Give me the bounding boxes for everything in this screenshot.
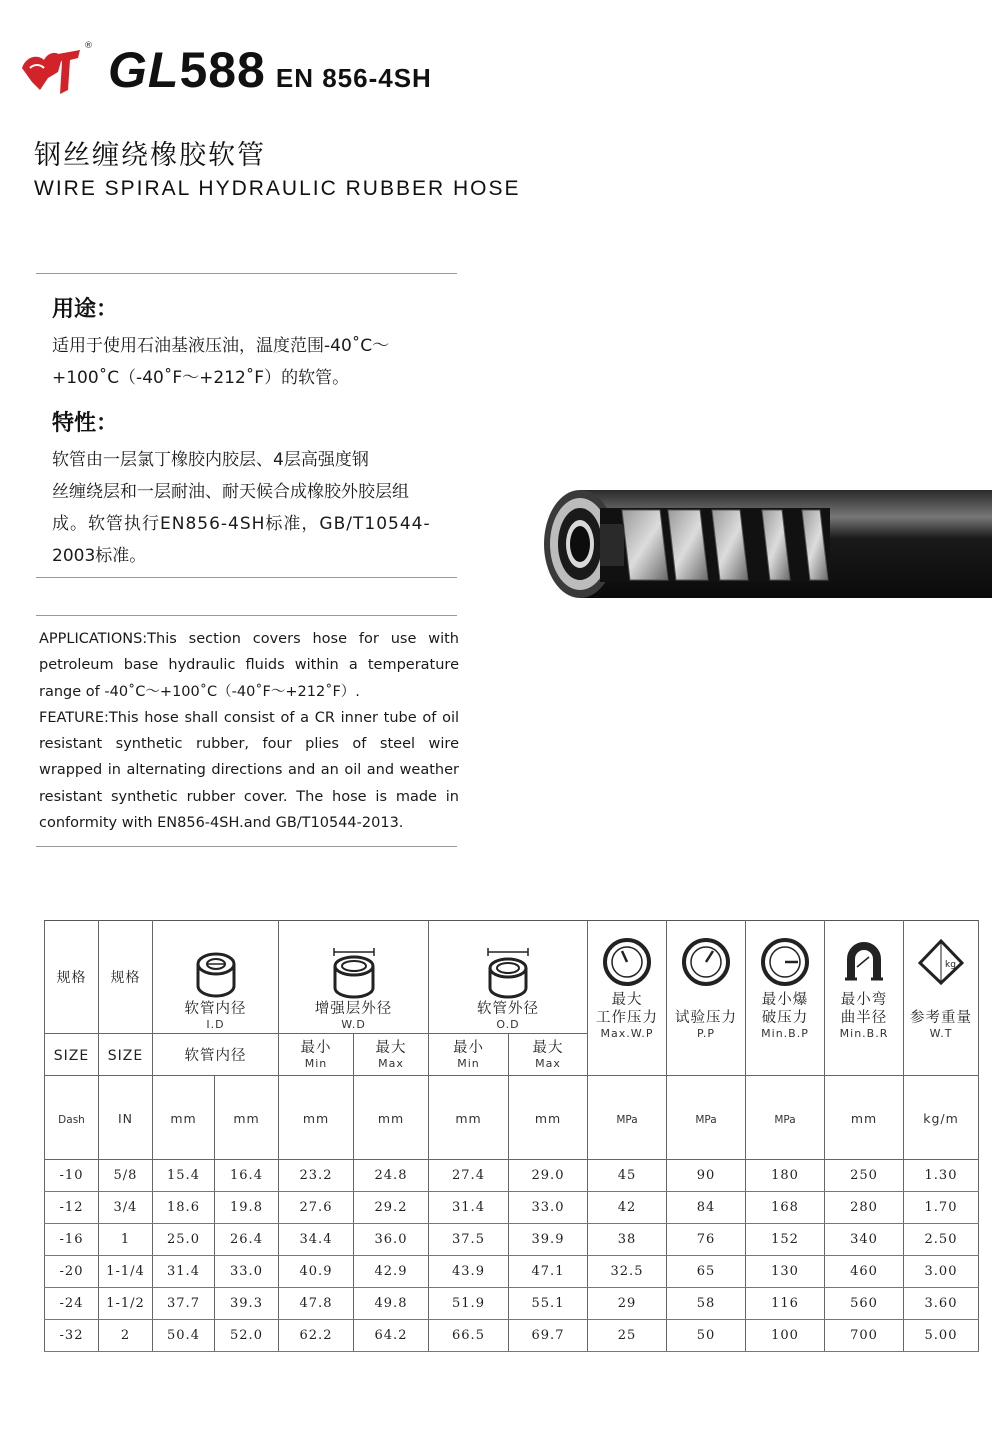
table-row <box>45 1160 979 1192</box>
table-cell: 2 <box>99 1320 153 1352</box>
unit-wd-min: mm <box>279 1076 354 1160</box>
id-cn: 软管内径 <box>184 1001 247 1017</box>
table-cell: 90 <box>667 1160 746 1192</box>
bp-cn-2: 破压力 <box>761 1010 809 1026</box>
unit-br: mm <box>825 1076 904 1160</box>
table-cell: 1 <box>99 1224 153 1256</box>
applications-text: This section covers hose for use with petroleum base hydraulic fluids within a temperature range of -40˚C～+100˚C（-40˚F～+212˚F）. <box>39 631 459 700</box>
header-od <box>429 921 588 1034</box>
table-cell: 39.9 <box>509 1224 588 1256</box>
feature-line-4: 2003标准。 <box>52 546 147 566</box>
wp-cn-2: 工作压力 <box>596 1010 658 1026</box>
table-cell: 42.9 <box>354 1256 429 1288</box>
table-cell: 1-1/2 <box>99 1288 153 1320</box>
registered-mark: ® <box>84 41 93 51</box>
table-cell: 40.9 <box>279 1256 354 1288</box>
wd-max: 最大 Max <box>354 1034 429 1076</box>
model-number: 588 <box>179 42 266 98</box>
divider <box>36 846 457 847</box>
product-title-en: WIRE SPIRAL HYDRAULIC RUBBER HOSE <box>34 177 521 200</box>
wt-en: W.T <box>929 1027 953 1040</box>
usage-heading: 用途： <box>52 297 119 322</box>
bp-en: Min.B.P <box>761 1027 809 1040</box>
od-max: 最大 Max <box>509 1034 588 1076</box>
table-cell: 45 <box>588 1160 667 1192</box>
table-cell: 69.7 <box>509 1320 588 1352</box>
table-cell: 25 <box>588 1320 667 1352</box>
unit-dash: Dash <box>45 1076 99 1160</box>
table-row <box>45 1256 979 1288</box>
table-row <box>45 1320 979 1352</box>
bp-cn-1: 最小爆 <box>761 992 809 1008</box>
header-bp <box>746 921 825 1076</box>
table-cell: 3.00 <box>904 1256 979 1288</box>
wd-en: W.D <box>341 1018 366 1031</box>
table-cell: 1.30 <box>904 1160 979 1192</box>
header-spec-2: 规格 <box>99 921 153 1034</box>
table-cell: 116 <box>746 1288 825 1320</box>
table-cell: -16 <box>45 1224 99 1256</box>
table-cell: -20 <box>45 1256 99 1288</box>
table-cell: 37.7 <box>153 1288 215 1320</box>
table-cell: 29 <box>588 1288 667 1320</box>
table-cell: 23.2 <box>279 1160 354 1192</box>
applications-label: APPLICATIONS: <box>39 631 148 647</box>
header-wd <box>279 921 429 1034</box>
pp-cn: 试验压力 <box>675 1010 737 1026</box>
id-en: I.D <box>206 1018 225 1031</box>
unit-in: IN <box>99 1076 153 1160</box>
table-cell: 250 <box>825 1160 904 1192</box>
table-cell: 37.5 <box>429 1224 509 1256</box>
table-cell: 25.0 <box>153 1224 215 1256</box>
divider <box>36 273 457 274</box>
table-cell: 27.4 <box>429 1160 509 1192</box>
table-cell: 560 <box>825 1288 904 1320</box>
unit-wp: MPa <box>588 1076 667 1160</box>
test-pressure-gauge-icon <box>681 937 731 987</box>
table-cell: -24 <box>45 1288 99 1320</box>
table-cell: 130 <box>746 1256 825 1288</box>
bend-radius-icon <box>839 937 889 987</box>
table-row <box>45 1192 979 1224</box>
table-cell: 18.6 <box>153 1192 215 1224</box>
divider <box>36 615 457 616</box>
table-cell: 33.0 <box>509 1192 588 1224</box>
wd-min: 最小 Min <box>279 1034 354 1076</box>
od-en: O.D <box>496 1018 520 1031</box>
header-wt <box>904 921 979 1076</box>
header-wp <box>588 921 667 1076</box>
unit-wd-max: mm <box>354 1076 429 1160</box>
table-cell: 29.2 <box>354 1192 429 1224</box>
pressure-gauge-icon <box>602 937 652 987</box>
wt-cn: 参考重量 <box>910 1010 972 1026</box>
feature-line-2: 丝缠绕层和一层耐油、耐天候合成橡胶外胶层组 <box>52 482 409 502</box>
svg-text:kg: kg <box>945 960 956 970</box>
table-cell: 19.8 <box>215 1192 279 1224</box>
inner-diameter-icon <box>194 950 238 1000</box>
table-row <box>45 1224 979 1256</box>
table-cell: 36.0 <box>354 1224 429 1256</box>
table-cell: 29.0 <box>509 1160 588 1192</box>
table-cell: 58 <box>667 1288 746 1320</box>
od-cn: 软管外径 <box>477 1001 539 1017</box>
unit-wt: kg/m <box>904 1076 979 1160</box>
table-cell: 33.0 <box>215 1256 279 1288</box>
unit-id-min: mm <box>153 1076 215 1160</box>
brand-logo <box>18 38 98 96</box>
table-cell: 27.6 <box>279 1192 354 1224</box>
feature-line-1: 软管由一层氯丁橡胶内胶层、4层高强度钢 <box>52 450 369 470</box>
table-cell: 24.8 <box>354 1160 429 1192</box>
model-title <box>108 40 432 108</box>
table-cell: 340 <box>825 1224 904 1256</box>
table-cell: 43.9 <box>429 1256 509 1288</box>
table-cell: 39.3 <box>215 1288 279 1320</box>
table-cell: 460 <box>825 1256 904 1288</box>
table-cell: 152 <box>746 1224 825 1256</box>
table-cell: 31.4 <box>153 1256 215 1288</box>
table-cell: 1-1/4 <box>99 1256 153 1288</box>
outer-diameter-icon <box>484 946 532 1000</box>
table-cell: 15.4 <box>153 1160 215 1192</box>
weight-icon <box>916 937 966 987</box>
table-cell: 50.4 <box>153 1320 215 1352</box>
header-pp <box>667 921 746 1076</box>
table-cell: -12 <box>45 1192 99 1224</box>
table-cell: 32.5 <box>588 1256 667 1288</box>
table-cell: 42 <box>588 1192 667 1224</box>
wd-cn: 增强层外径 <box>314 1001 393 1017</box>
table-cell: 168 <box>746 1192 825 1224</box>
table-cell: 47.1 <box>509 1256 588 1288</box>
size-label-1: SIZE <box>45 1034 99 1076</box>
reinforcement-diameter-icon <box>330 946 378 1000</box>
size-label-2: SIZE <box>99 1034 153 1076</box>
header-id <box>153 921 279 1034</box>
table-cell: 50 <box>667 1320 746 1352</box>
data-rows <box>45 1160 979 1352</box>
wp-en: Max.W.P <box>600 1027 654 1040</box>
table-cell: 180 <box>746 1160 825 1192</box>
table-cell: 3.60 <box>904 1288 979 1320</box>
table-cell: 3/4 <box>99 1192 153 1224</box>
table-cell: 84 <box>667 1192 746 1224</box>
unit-od-max: mm <box>509 1076 588 1160</box>
od-min: 最小 Min <box>429 1034 509 1076</box>
br-en: Min.B.R <box>839 1027 889 1040</box>
wp-cn-1: 最大 <box>611 992 643 1008</box>
divider <box>36 577 457 578</box>
table-cell: 64.2 <box>354 1320 429 1352</box>
feature-label: FEATURE: <box>39 709 109 726</box>
pp-en: P.P <box>696 1027 716 1040</box>
table-cell: 5/8 <box>99 1160 153 1192</box>
header-br <box>825 921 904 1076</box>
table-cell: 76 <box>667 1224 746 1256</box>
unit-od-min: mm <box>429 1076 509 1160</box>
id-sub-label: 软管内径 <box>153 1034 279 1076</box>
unit-id-max: mm <box>215 1076 279 1160</box>
product-title-cn: 钢丝缠绕橡胶软管 <box>34 140 266 171</box>
table-cell: 51.9 <box>429 1288 509 1320</box>
hose-cutaway-image <box>540 486 992 604</box>
table-cell: 5.00 <box>904 1320 979 1352</box>
table-cell: 66.5 <box>429 1320 509 1352</box>
feature-text: This hose shall consist of a CR inner tube of oil resistant synthetic rubber, four plies of steel wire wrapped in alternating directions and an oil and weather resistant synthetic rubber cover. The hose is made in conformity with EN856-4SH.and GB/T10544-2013. <box>39 709 459 832</box>
usage-line-1: 适用于使用石油基液压油，温度范围-40˚C～ <box>52 336 390 356</box>
br-cn-2: 曲半径 <box>840 1010 888 1026</box>
table-row <box>45 1288 979 1320</box>
feature-heading: 特性： <box>52 411 119 436</box>
model-prefix: GL <box>108 42 180 98</box>
unit-pp: MPa <box>667 1076 746 1160</box>
feature-line-3: 成。软管执行EN856-4SH标准，GB/T10544- <box>52 514 431 534</box>
table-cell: 1.70 <box>904 1192 979 1224</box>
header-spec-1: 规格 <box>45 921 99 1034</box>
table-cell: 34.4 <box>279 1224 354 1256</box>
table-cell: 700 <box>825 1320 904 1352</box>
table-cell: 62.2 <box>279 1320 354 1352</box>
table-cell: 65 <box>667 1256 746 1288</box>
unit-bp: MPa <box>746 1076 825 1160</box>
table-cell: 49.8 <box>354 1288 429 1320</box>
table-cell: 2.50 <box>904 1224 979 1256</box>
usage-line-2: +100˚C（-40˚F～+212˚F）的软管。 <box>52 368 350 388</box>
table-cell: 31.4 <box>429 1192 509 1224</box>
table-cell: 100 <box>746 1320 825 1352</box>
table-cell: 52.0 <box>215 1320 279 1352</box>
table-cell: 38 <box>588 1224 667 1256</box>
br-cn-1: 最小弯 <box>840 992 888 1008</box>
table-cell: 280 <box>825 1192 904 1224</box>
units-row <box>45 1076 979 1160</box>
english-description <box>39 626 459 836</box>
standard-code: EN 856-4SH <box>275 63 432 93</box>
table-cell: 16.4 <box>215 1160 279 1192</box>
spec-table <box>44 920 979 1352</box>
burst-pressure-gauge-icon <box>760 937 810 987</box>
table-cell: 55.1 <box>509 1288 588 1320</box>
table-cell: 47.8 <box>279 1288 354 1320</box>
table-cell: -10 <box>45 1160 99 1192</box>
table-cell: 26.4 <box>215 1224 279 1256</box>
table-cell: -32 <box>45 1320 99 1352</box>
